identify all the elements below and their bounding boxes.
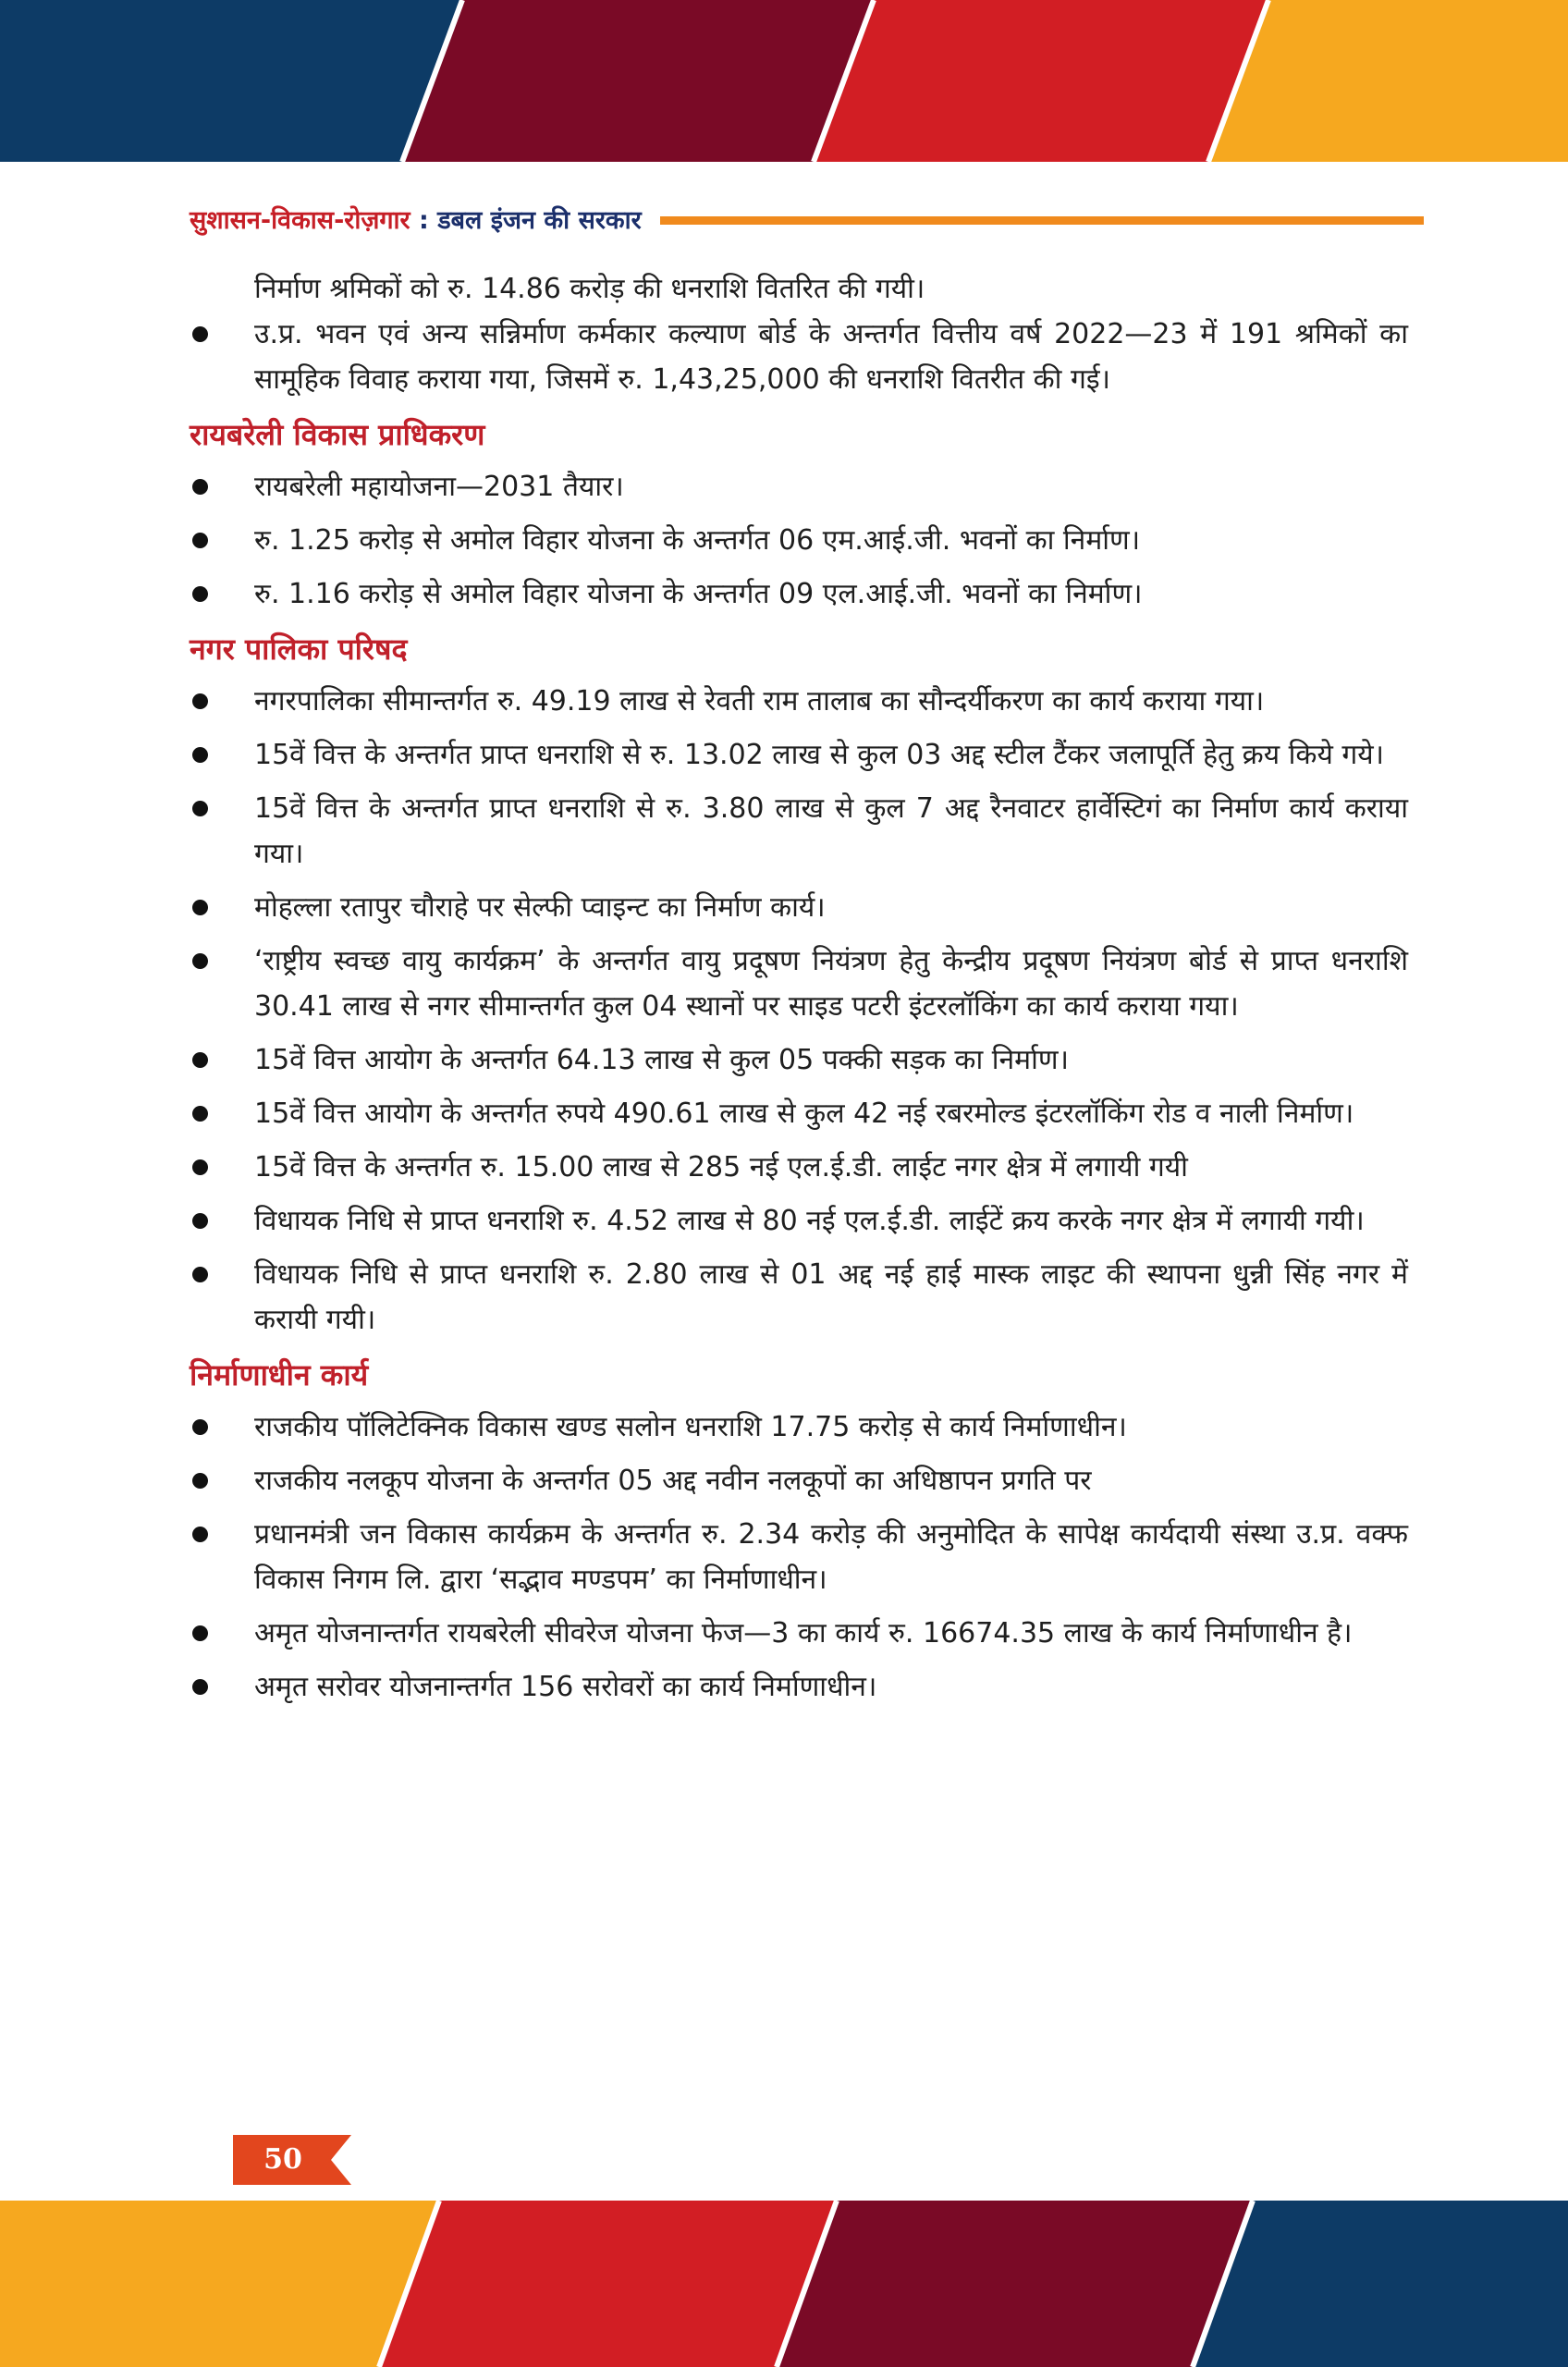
list-item: 15वें वित्त आयोग के अन्तर्गत रुपये 490.61 लाख से कुल 42 नई रबरमोल्ड इंटरलॉकिंग रोड व नाली निर्माण। <box>190 1091 1408 1136</box>
bullet-icon <box>192 1267 208 1282</box>
list-item: रायबरेली महायोजना—2031 तैयार। <box>190 464 1408 509</box>
list-item: 15वें वित्त आयोग के अन्तर्गत 64.13 लाख से कुल 05 पक्की सड़क का निर्माण। <box>190 1037 1408 1083</box>
page-content <box>190 266 1408 1718</box>
section-list <box>190 464 1408 617</box>
list-item: राजकीय पॉलिटेक्निक विकास खण्ड सलोन धनराशि 17.75 करोड़ से कार्य निर्माणाधीन। <box>190 1404 1408 1450</box>
band-segment-amber <box>0 2201 439 2367</box>
band-segment-navy <box>0 0 462 162</box>
list-item: अमृत सरोवर योजनान्तर्गत 156 सरोवरों का कार्य निर्माणाधीन। <box>190 1664 1408 1710</box>
list-item: रु. 1.25 करोड़ से अमोल विहार योजना के अन्तर्गत 06 एम.आई.जी. भवनों का निर्माण। <box>190 518 1408 563</box>
intro-continuation: निर्माण श्रमिकों को रु. 14.86 करोड़ की धनराशि वितरित की गयी। <box>254 273 925 305</box>
band-segment-maroon <box>777 2201 1253 2367</box>
list-item: 15वें वित्त के अन्तर्गत प्राप्त धनराशि से रु. 13.02 लाख से कुल 03 अद्द स्टील टैंकर जलापूर्ति हेतु क्रय किये गये। <box>190 732 1408 778</box>
list-item: प्रधानमंत्री जन विकास कार्यक्रम के अन्तर्गत रु. 2.34 करोड़ की अनुमोदित के सापेक्ष कार्यदायी संस्था उ.प्र. वक्फ विकास निगम लि. द्वारा ‘सद्भाव मण्डपम’ का निर्माणाधीन। <box>190 1512 1408 1602</box>
bullet-icon <box>192 1419 208 1435</box>
section-heading-under-construction: निर्माणाधीन कार्य <box>190 1357 369 1392</box>
list-item: अमृत योजनान्तर्गत रायबरेली सीवरेज योजना फेज—3 का कार्य रु. 16674.35 लाख के कार्य निर्माणाधीन है। <box>190 1611 1408 1656</box>
list-item: नगरपालिका सीमान्तर्गत रु. 49.19 लाख से रेवती राम तालाब का सौन्दर्यीकरण का कार्य कराया गया। <box>190 679 1408 724</box>
bullet-icon <box>192 1527 208 1542</box>
bottom-color-band <box>0 2201 1568 2367</box>
bullet-icon <box>192 1159 208 1175</box>
list-item: राजकीय नलकूप योजना के अन्तर्गत 05 अद्द नवीन नलकूपों का अधिष्ठापन प्रगति पर <box>190 1458 1408 1503</box>
intro-list <box>190 312 1408 402</box>
list-item: मोहल्ला रतापुर चौराहे पर सेल्फी प्वाइन्ट का निर्माण कार्य। <box>190 885 1408 930</box>
section-list <box>190 1404 1408 1710</box>
list-item: विधायक निधि से प्राप्त धनराशि रु. 4.52 लाख से 80 नई एल.ई.डी. लाईटें क्रय करके नगर क्षेत्र में लगायी गयी। <box>190 1198 1408 1244</box>
bullet-icon <box>192 1679 208 1695</box>
list-item: 15वें वित्त के अन्तर्गत प्राप्त धनराशि से रु. 3.80 लाख से कुल 7 अद्द रैनवाटर हार्वेस्टिगं का निर्माण कार्य कराया गया। <box>190 786 1408 877</box>
section-list <box>190 679 1408 1343</box>
bullet-icon <box>192 747 208 763</box>
list-item: रु. 1.16 करोड़ से अमोल विहार योजना के अन्तर्गत 09 एल.आई.जी. भवनों का निर्माण। <box>190 571 1408 617</box>
running-header <box>190 196 1424 240</box>
bullet-icon <box>192 801 208 816</box>
band-segment-navy <box>1193 2201 1568 2367</box>
header-title: सुशासन-विकास-रोज़गार : डबल इंजन की सरकार <box>190 205 642 235</box>
bullet-icon <box>192 533 208 548</box>
band-segment-red <box>379 2201 837 2367</box>
page-number: 50 <box>263 2143 302 2176</box>
section-heading-rae-bareli-development-authority: रायबरेली विकास प्राधिकरण <box>190 417 485 452</box>
bullet-icon <box>192 1625 208 1641</box>
bullet-icon <box>192 900 208 915</box>
section-heading-nagar-palika: नगर पालिका परिषद <box>190 632 408 667</box>
bullet-icon <box>192 953 208 969</box>
top-color-band <box>0 0 1568 162</box>
bullet-icon <box>192 1106 208 1122</box>
list-item: उ.प्र. भवन एवं अन्य सन्निर्माण कर्मकार कल्याण बोर्ड के अन्तर्गत वित्तीय वर्ष 2022—23 में 191 श्रमिकों का सामूहिक विवाह कराया गया, जिसमें रु. 1,43,25,000 की धनराशि वितरीत की गई। <box>190 312 1408 402</box>
bullet-icon <box>192 693 208 709</box>
bullet-icon <box>192 1473 208 1489</box>
page-number-tab <box>233 2135 351 2185</box>
list-item: 15वें वित्त के अन्तर्गत रु. 15.00 लाख से 285 नई एल.ई.डी. लाईट नगर क्षेत्र में लगायी गयी <box>190 1145 1408 1190</box>
list-item: ‘राष्ट्रीय स्वच्छ वायु कार्यक्रम’ के अन्तर्गत वायु प्रदूषण नियंत्रण हेतु केन्द्रीय प्रदूषण नियंत्रण बोर्ड से प्राप्त धनराशि 30.41 लाख से नगर सीमान्तर्गत कुल 04 स्थानों पर साइड पटरी इंटरलॉकिंग का कार्य कराया गया। <box>190 938 1408 1029</box>
bullet-icon <box>192 1213 208 1229</box>
list-item: विधायक निधि से प्राप्त धनराशि रु. 2.80 लाख से 01 अद्द नई हाई मास्क लाइट की स्थापना धुन्नी सिंह नगर में करायी गयी। <box>190 1252 1408 1343</box>
bullet-icon <box>192 479 208 495</box>
header-rule <box>660 216 1424 225</box>
bullet-icon <box>192 586 208 602</box>
band-segment-maroon <box>402 0 874 162</box>
band-segment-red <box>814 0 1268 162</box>
bullet-icon <box>192 1052 208 1068</box>
bullet-icon <box>192 326 208 342</box>
